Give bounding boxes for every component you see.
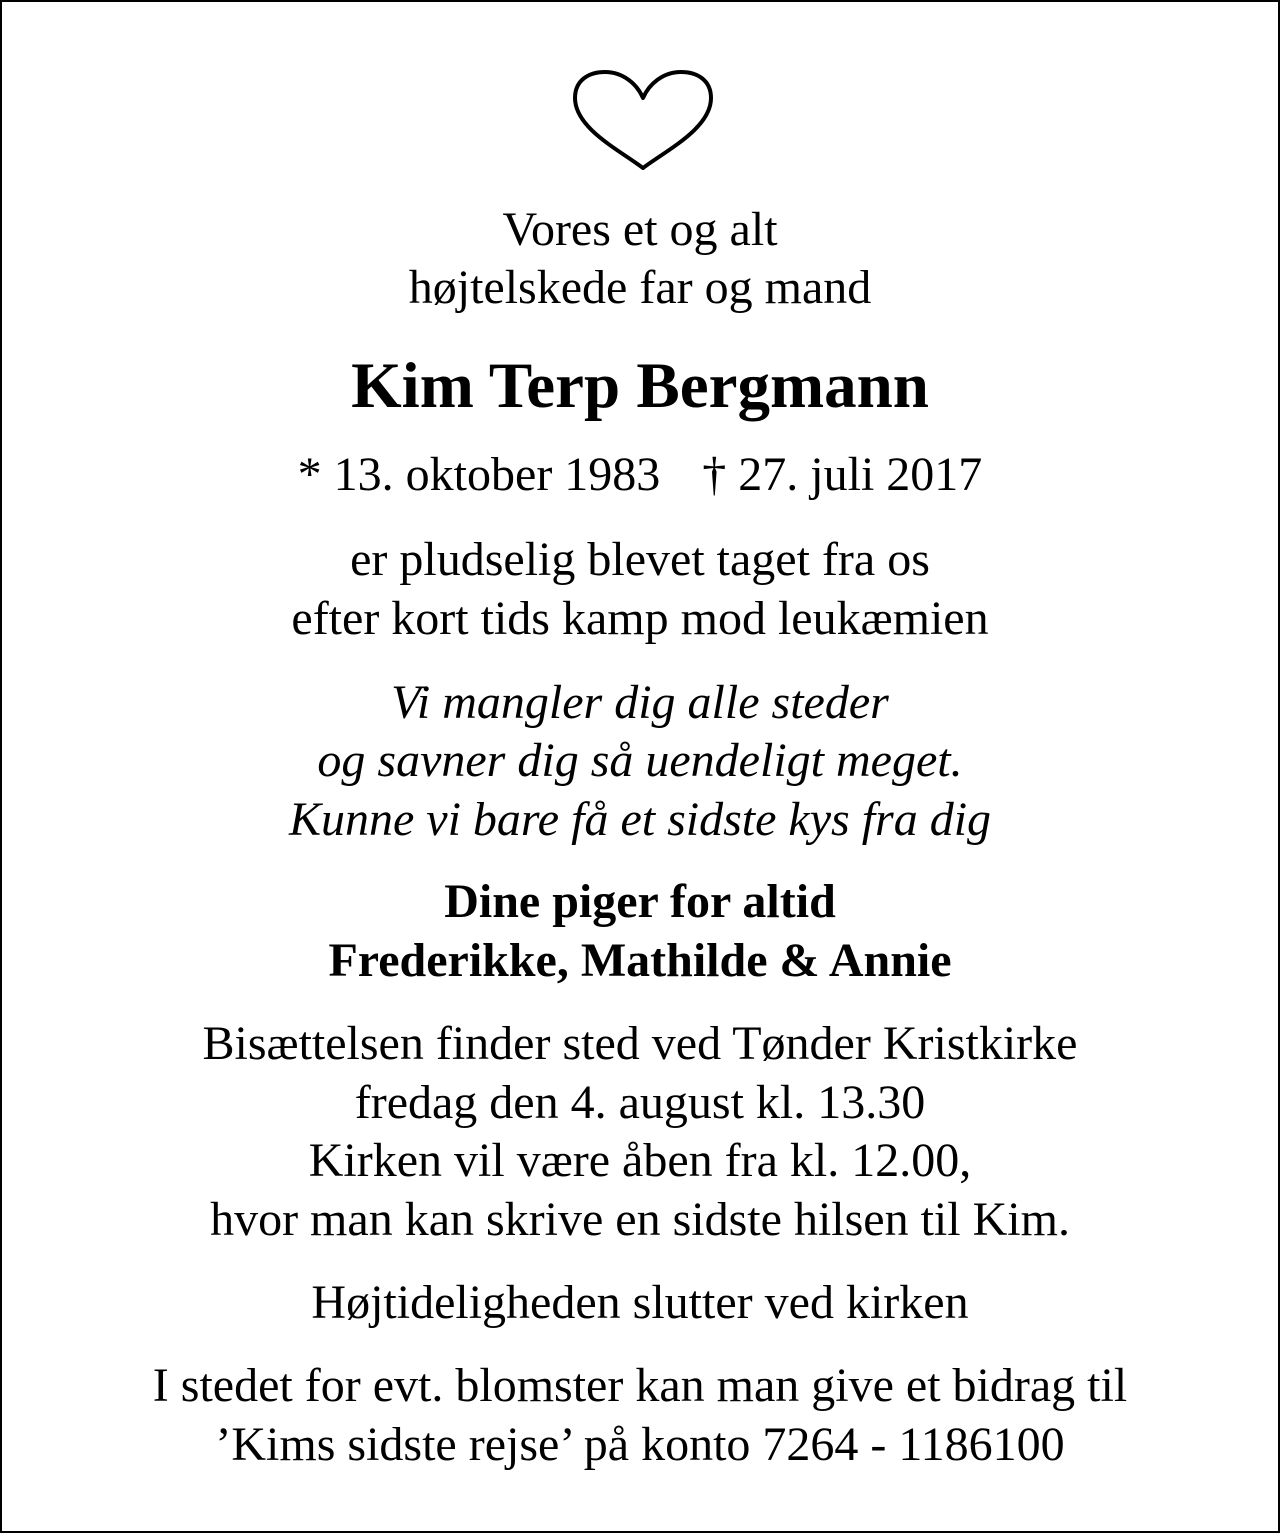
funeral-line-3: Kirken vil være åben fra kl. 12.00, [308, 1134, 972, 1187]
verse-line-3: Kunne vi bare få et sidste kys fra dig [288, 793, 992, 846]
passing-line-1: er pludselig blevet taget fra os [350, 533, 930, 586]
funeral-line-2: fredag den 4. august kl. 13.30 [354, 1076, 926, 1129]
intro-line-2: højtelskede far og mand [408, 261, 872, 314]
funeral-line-1: Bisættelsen finder sted ved Tønder Kristkirke [202, 1017, 1078, 1070]
verse-line-2: og savner dig så uendeligt meget. [317, 734, 963, 787]
donation-line-1: I stedet for evt. blomster kan man give et bidrag til [152, 1359, 1128, 1412]
family-line-2: Frederikke, Mathilde & Annie [328, 934, 952, 987]
family-line-1: Dine piger for altid [444, 875, 836, 928]
deceased-name: Kim Terp Bergmann [351, 350, 929, 422]
donation-line-2: ’Kims sidste rejse’ på konto 7264 - 1186100 [215, 1418, 1065, 1471]
death-date: † 27. juli 2017 [702, 448, 983, 501]
heart-icon [569, 68, 717, 172]
passing-line-2: efter kort tids kamp mod leukæmien [291, 592, 989, 645]
funeral-line-4: hvor man kan skrive en sidste hilsen til Kim. [210, 1193, 1070, 1246]
verse-line-1: Vi mangler dig alle steder [391, 676, 889, 729]
birth-date: * 13. oktober 1983 [297, 448, 661, 501]
intro-line-1: Vores et og alt [502, 203, 778, 256]
closing-line: Højtideligheden slutter ved kirken [311, 1276, 969, 1329]
life-dates [2, 448, 1278, 501]
